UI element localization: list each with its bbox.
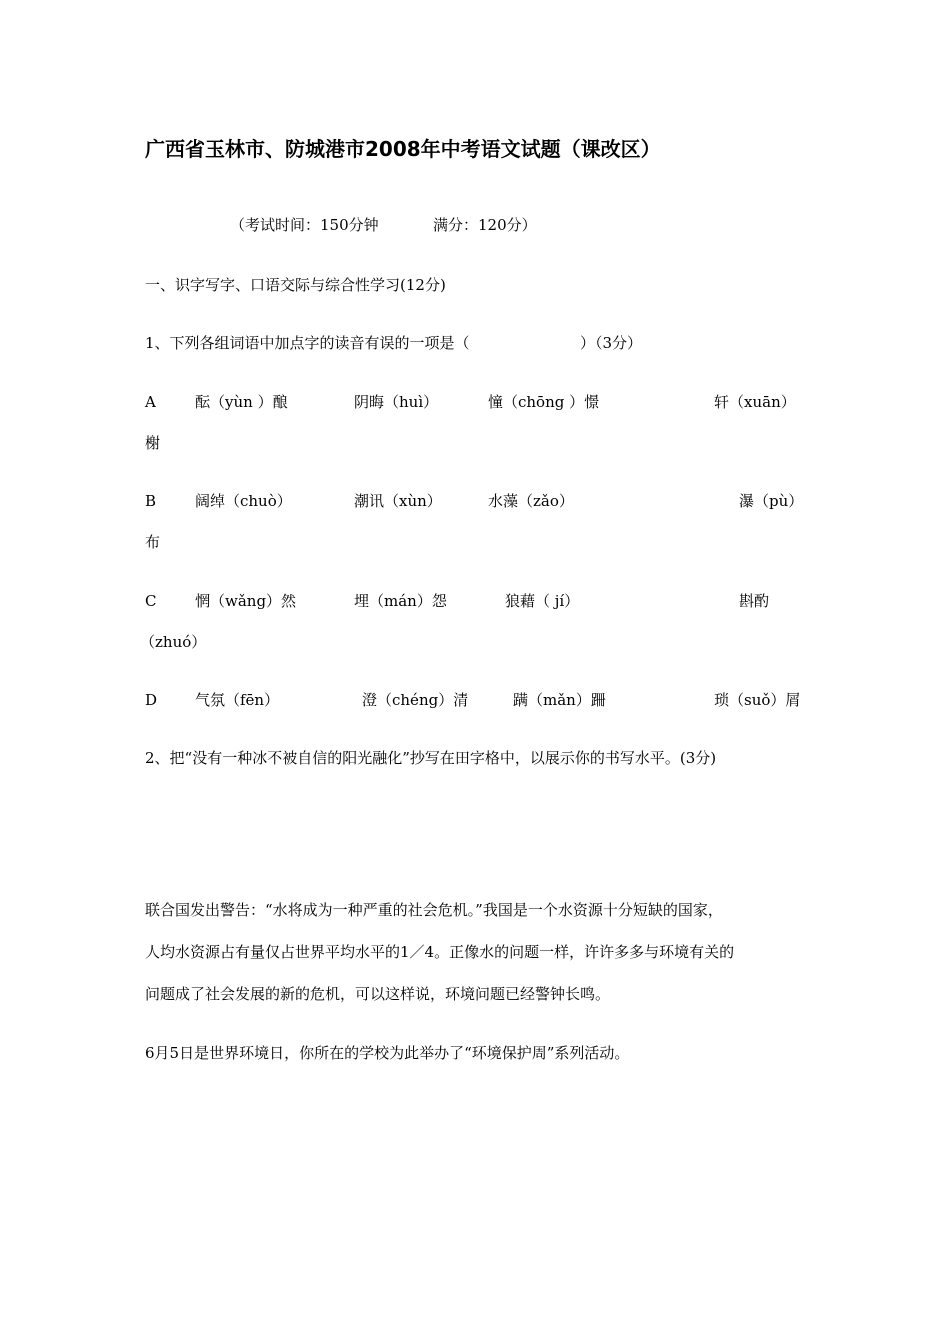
- question-1-stem: 1、下列各组词语中加点字的读音有误的一项是（: [145, 334, 470, 352]
- option-word: 斟酌: [739, 592, 770, 610]
- option-word: 埋（mán）怨: [354, 592, 447, 610]
- exam-score: 满分：120分）: [433, 216, 537, 234]
- option-letter: A: [145, 393, 156, 411]
- option-word: 阴晦（huì）: [354, 393, 439, 411]
- option-word: 酝（yùn ）酿: [195, 393, 288, 411]
- passage-line: 联合国发出警告：“水将成为一种严重的社会危机。”我国是一个水资源十分短缺的国家，: [145, 901, 723, 919]
- option-word: 澄（chéng）清: [362, 691, 469, 709]
- question-1-stem-end: ）（3分）: [580, 334, 643, 352]
- activity-intro: 6月5日是世界环境日，你所在的学校为此举办了“环境保护周”系列活动。: [145, 1044, 630, 1062]
- option-word: 阔绰（chuò）: [195, 492, 292, 510]
- option-wrap: 榭: [145, 434, 161, 452]
- option-word: 憧（chōng ）憬: [488, 393, 600, 411]
- passage-line: 人均水资源占有量仅占世界平均水平的1／4。正像水的问题一样，许许多多与环境有关的: [145, 943, 735, 961]
- exam-time: （考试时间：150分钟: [230, 216, 379, 234]
- option-word: 潮讯（xùn）: [354, 492, 442, 510]
- option-word: 惘（wǎng）然: [195, 592, 297, 610]
- option-word: 气氛（fēn）: [195, 691, 280, 709]
- page-title: 广西省玉林市、防城港市2008年中考语文试题（课改区）: [145, 137, 661, 161]
- option-wrap: 布: [145, 533, 161, 551]
- option-word: 狼藉（ jí）: [505, 592, 580, 610]
- question-2: 2、把“没有一种冰不被自信的阳光融化”抄写在田字格中，以展示你的书写水平。(3分): [145, 749, 717, 767]
- option-word: 水藻（zǎo）: [488, 492, 574, 510]
- option-word: 瀑（pù）: [739, 492, 804, 510]
- passage-line: 问题成了社会发展的新的危机，可以这样说，环境问题已经警钟长鸣。: [145, 985, 611, 1003]
- option-wrap: （zhuó）: [140, 633, 207, 651]
- option-word: 琐（suǒ）屑: [714, 691, 801, 709]
- option-letter: B: [145, 492, 157, 510]
- section-heading: 一、识字写字、口语交际与综合性学习(12分): [145, 276, 446, 294]
- option-letter: C: [145, 592, 157, 610]
- option-word: 轩（xuān）: [714, 393, 796, 411]
- option-word: 蹒（mǎn）跚: [513, 691, 606, 709]
- option-letter: D: [145, 691, 158, 709]
